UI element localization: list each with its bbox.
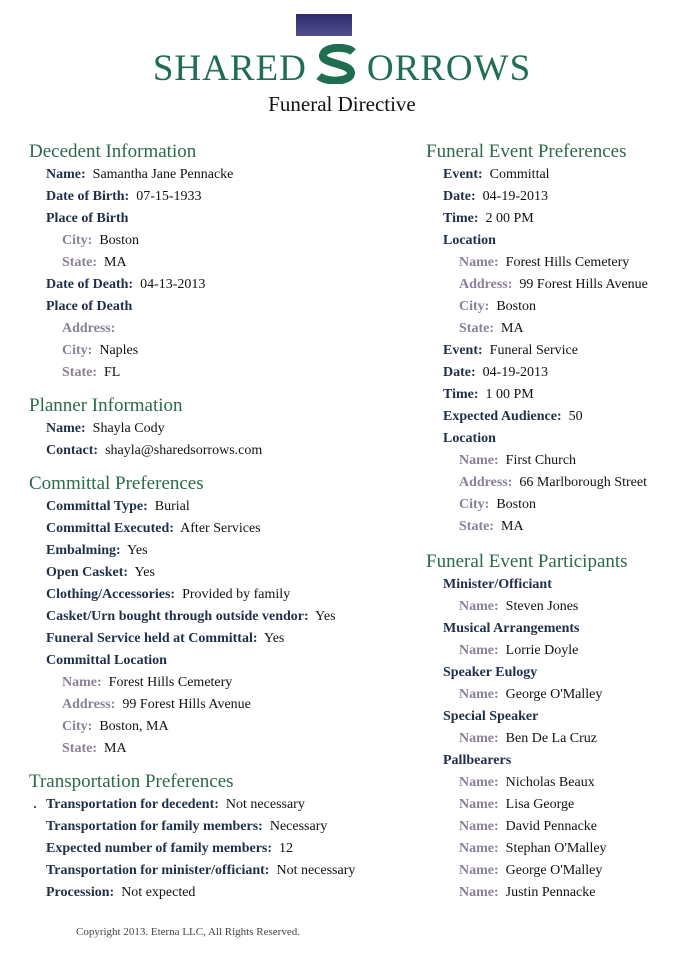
- field-label: City:: [459, 497, 490, 512]
- event2-city-row: [426, 494, 676, 516]
- event2-address-row: [426, 472, 676, 494]
- pob-state-row: [29, 252, 409, 274]
- left-column: [29, 140, 409, 904]
- field-label: State:: [62, 741, 97, 756]
- event1-row: [426, 164, 676, 186]
- field-label: Name:: [46, 167, 86, 182]
- field-label: Address:: [62, 697, 116, 712]
- stray-dot: [34, 806, 36, 808]
- decedent-dod: 04-13-2013: [140, 277, 206, 292]
- field-label: Name:: [459, 819, 499, 834]
- field-label: City:: [62, 233, 93, 248]
- field-label: Name:: [459, 643, 499, 658]
- field-label: State:: [62, 365, 97, 380]
- pallbearer-row: [426, 838, 676, 860]
- event2-time-row: [426, 384, 676, 406]
- event2-name: Funeral Service: [489, 343, 578, 358]
- eulogy-name-row: [426, 684, 676, 706]
- event1-city-row: [426, 296, 676, 318]
- field-label: Name:: [459, 453, 499, 468]
- brand-right-text: ORROWS: [366, 48, 532, 89]
- field-label: State:: [62, 255, 97, 270]
- field-label: Name:: [459, 885, 499, 900]
- field-label: Name:: [459, 731, 499, 746]
- eulogy-heading: Speaker Eulogy: [443, 665, 538, 680]
- field-label: City:: [62, 343, 93, 358]
- committal-type-row: [29, 496, 409, 518]
- committal-loc-city: Boston, MA: [99, 719, 169, 734]
- pallbearer-row: [426, 882, 676, 904]
- minister-name: Steven Jones: [505, 599, 579, 614]
- field-label: Transportation for decedent:: [46, 797, 219, 812]
- minister-heading: Minister/Officiant: [443, 577, 552, 592]
- transportation-section-title: Transportation Preferences: [29, 771, 234, 792]
- committal-loc-address-row: [29, 694, 409, 716]
- music-name-row: [426, 640, 676, 662]
- field-label: City:: [459, 299, 490, 314]
- decedent-dod-row: [29, 274, 409, 296]
- transport-family: Necessary: [269, 819, 328, 834]
- vendor: Yes: [315, 609, 336, 624]
- logo-band: [296, 14, 352, 36]
- field-label: Event:: [443, 167, 483, 182]
- decedent-section-title: Decedent Information: [29, 141, 197, 162]
- committal-loc-state: MA: [104, 741, 127, 756]
- event1-loc-name: Forest Hills Cemetery: [505, 255, 630, 270]
- event1-location-heading: Location: [443, 233, 496, 248]
- field-label: Name:: [46, 421, 86, 436]
- event2-state-row: [426, 516, 676, 538]
- event1-time: 2 00 PM: [485, 211, 534, 226]
- committal-loc-city-row: [29, 716, 409, 738]
- field-label: Clothing/Accessories:: [46, 587, 176, 602]
- field-label: Transportation for minister/officiant:: [46, 863, 270, 878]
- event2-row: [426, 340, 676, 362]
- embalming: Yes: [127, 543, 148, 558]
- music-name: Lorrie Doyle: [505, 643, 579, 658]
- embalming-row: [29, 540, 409, 562]
- pallbearers-heading: Pallbearers: [443, 753, 512, 768]
- committal-loc-name: Forest Hills Cemetery: [108, 675, 233, 690]
- field-label: Transportation for family members:: [46, 819, 263, 834]
- event1-date-row: [426, 186, 676, 208]
- field-label: Committal Type:: [46, 499, 148, 514]
- committal-section-title: Committal Preferences: [29, 473, 204, 494]
- sorrows-s-icon: [309, 44, 365, 84]
- family-count-row: [29, 838, 409, 860]
- field-label: Time:: [443, 211, 479, 226]
- event2-state: MA: [501, 519, 524, 534]
- event1-address: 99 Forest Hills Avenue: [519, 277, 648, 292]
- event1-address-row: [426, 274, 676, 296]
- pallbearer-row: [426, 860, 676, 882]
- field-label: Contact:: [46, 443, 99, 458]
- service-at-committal: Yes: [264, 631, 285, 646]
- pod-city: Naples: [99, 343, 139, 358]
- events-section-title: Funeral Event Preferences: [426, 141, 627, 162]
- committal-type: Burial: [154, 499, 190, 514]
- participants-section-title: Funeral Event Participants: [426, 551, 628, 572]
- copyright-footer: Copyright 2013. Eterna LLC, All Rights Reserved.: [76, 926, 300, 938]
- event1-date: 04-19-2013: [482, 189, 548, 204]
- pallbearer-name: David Pennacke: [505, 819, 598, 834]
- pallbearer-name: Stephan O'Malley: [505, 841, 607, 856]
- service-at-committal-row: [29, 628, 409, 650]
- field-label: Address:: [459, 277, 513, 292]
- pallbearer-row: [426, 816, 676, 838]
- pallbearer-row: [426, 794, 676, 816]
- event2-city: Boston: [496, 497, 537, 512]
- committal-loc-address: 99 Forest Hills Avenue: [122, 697, 251, 712]
- pallbearer-name: Nicholas Beaux: [505, 775, 595, 790]
- committal-executed-row: [29, 518, 409, 540]
- transport-decedent: Not necessary: [225, 797, 305, 812]
- decedent-dob-row: [29, 186, 409, 208]
- pod-state-row: [29, 362, 409, 384]
- field-label: Name:: [62, 675, 102, 690]
- document-header: [0, 0, 684, 120]
- transport-minister-row: [29, 860, 409, 882]
- procession: Not expected: [121, 885, 196, 900]
- committal-location-heading: Committal Location: [46, 653, 167, 668]
- field-label: Date of Death:: [46, 277, 134, 292]
- planner-name-row: [29, 418, 409, 440]
- decedent-name: Samantha Jane Pennacke: [92, 167, 234, 182]
- event2-loc-name: First Church: [505, 453, 577, 468]
- field-label: Procession:: [46, 885, 115, 900]
- eulogy-name: George O'Malley: [505, 687, 603, 702]
- clothing: Provided by family: [182, 587, 291, 602]
- pod-state: FL: [104, 365, 121, 380]
- field-label: State:: [459, 321, 494, 336]
- event1-name: Committal: [489, 167, 550, 182]
- event1-time-row: [426, 208, 676, 230]
- pob-city: Boston: [99, 233, 140, 248]
- special-speaker-name-row: [426, 728, 676, 750]
- field-label: Date:: [443, 189, 476, 204]
- special-speaker-name: Ben De La Cruz: [505, 731, 598, 746]
- pob-city-row: [29, 230, 409, 252]
- field-label: Embalming:: [46, 543, 121, 558]
- decedent-name-row: [29, 164, 409, 186]
- field-label: Funeral Service held at Committal:: [46, 631, 258, 646]
- brand-left-text: SHARED: [152, 48, 307, 89]
- planner-name: Shayla Cody: [92, 421, 165, 436]
- transport-minister: Not necessary: [276, 863, 356, 878]
- committal-loc-state-row: [29, 738, 409, 760]
- field-label: Name:: [459, 841, 499, 856]
- planner-section-title: Planner Information: [29, 395, 183, 416]
- pallbearer-name: Lisa George: [505, 797, 575, 812]
- transport-decedent-row: [29, 794, 409, 816]
- brand-logo: [0, 44, 684, 90]
- field-label: Name:: [459, 687, 499, 702]
- right-column: [426, 140, 676, 904]
- field-label: Address:: [459, 475, 513, 490]
- open-casket: Yes: [134, 565, 155, 580]
- planner-contact: shayla@sharedsorrows.com: [105, 443, 263, 458]
- event2-loc-name-row: [426, 450, 676, 472]
- event1-city: Boston: [496, 299, 537, 314]
- committal-loc-name-row: [29, 672, 409, 694]
- field-label: Address:: [62, 321, 116, 336]
- event2-time: 1 00 PM: [485, 387, 534, 402]
- procession-row: [29, 882, 409, 904]
- pallbearer-name: Justin Pennacke: [505, 885, 596, 900]
- transport-family-row: [29, 816, 409, 838]
- field-label: State:: [459, 519, 494, 534]
- field-label: Expected Audience:: [443, 409, 562, 424]
- family-count: 12: [279, 841, 294, 856]
- pallbearer-row: [426, 772, 676, 794]
- special-speaker-heading: Special Speaker: [443, 709, 539, 724]
- field-label: Name:: [459, 797, 499, 812]
- field-label: Name:: [459, 255, 499, 270]
- event1-state: MA: [501, 321, 524, 336]
- place-of-birth-heading: Place of Birth: [46, 211, 129, 226]
- field-label: City:: [62, 719, 93, 734]
- clothing-row: [29, 584, 409, 606]
- pallbearer-name: George O'Malley: [505, 863, 603, 878]
- field-label: Open Casket:: [46, 565, 129, 580]
- field-label: Event:: [443, 343, 483, 358]
- field-label: Casket/Urn bought through outside vendor:: [46, 609, 309, 624]
- pod-city-row: [29, 340, 409, 362]
- document-subtitle: Funeral Directive: [268, 92, 416, 116]
- event1-loc-name-row: [426, 252, 676, 274]
- pob-state: MA: [104, 255, 127, 270]
- pod-address-row: [29, 318, 409, 340]
- field-label: Name:: [459, 599, 499, 614]
- event1-state-row: [426, 318, 676, 340]
- field-label: Committal Executed:: [46, 521, 174, 536]
- event2-date: 04-19-2013: [482, 365, 548, 380]
- minister-name-row: [426, 596, 676, 618]
- field-label: Date of Birth:: [46, 189, 130, 204]
- planner-contact-row: [29, 440, 409, 462]
- event2-audience-row: [426, 406, 676, 428]
- field-label: Date:: [443, 365, 476, 380]
- event2-location-heading: Location: [443, 431, 496, 446]
- field-label: Expected number of family members:: [46, 841, 273, 856]
- field-label: Name:: [459, 775, 499, 790]
- place-of-death-heading: Place of Death: [46, 299, 133, 314]
- event2-address: 66 Marlborough Street: [519, 475, 647, 490]
- decedent-dob: 07-15-1933: [136, 189, 202, 204]
- open-casket-row: [29, 562, 409, 584]
- event2-audience: 50: [568, 409, 583, 424]
- vendor-row: [29, 606, 409, 628]
- committal-executed: After Services: [180, 521, 261, 536]
- field-label: Name:: [459, 863, 499, 878]
- event2-date-row: [426, 362, 676, 384]
- field-label: Time:: [443, 387, 479, 402]
- music-heading: Musical Arrangements: [443, 621, 580, 636]
